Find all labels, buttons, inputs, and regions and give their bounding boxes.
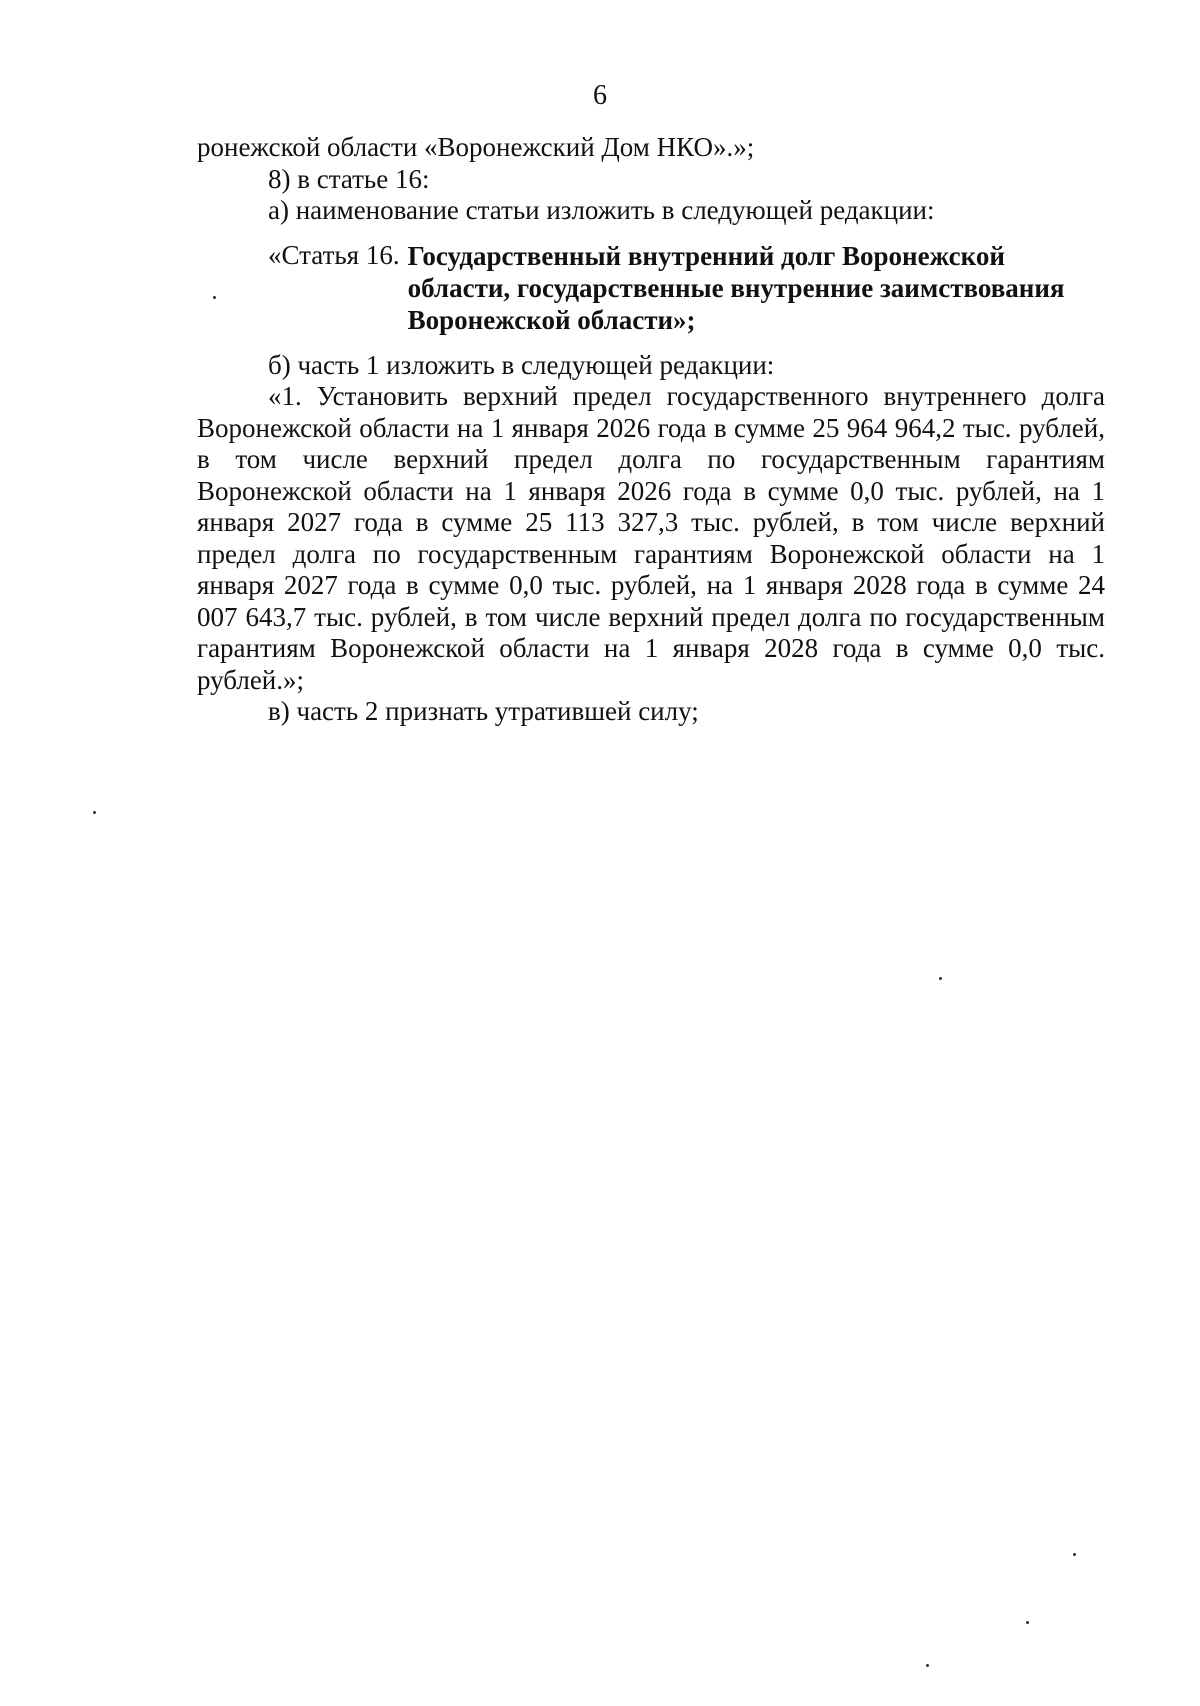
scan-speck <box>1026 1621 1029 1624</box>
continued-paragraph: ронежской области «Воронежский Дом НКО».»; <box>197 132 755 162</box>
amended-text-paragraph: «1. Установить верхний предел государственного внутреннего долга Воронежской области на 1 января 2026 года в сумме 25 964 964,2 тыс. рублей, в том числе верхний предел долга по государственным гарантиям Воронежской области на 1 января 2026 года в сумме 0,0 тыс. рублей, на 1 января 2027 года в сумме 25 113 327,3 тыс. рублей, в том числе верхний предел долга по государственным гарантиям Воронежской области на 1 января 2027 года в сумме 0,0 тыс. рублей, на 1 января 2028 года в сумме 24 007 643,7 тыс. рублей, в том числе верхний предел долга по государственным гарантиям Воронежской области на 1 января 2028 года в сумме 0,0 тыс. рублей.»; <box>197 381 1105 695</box>
sub-item-v: в) часть 2 признать утратившей силу; <box>268 696 699 726</box>
article-number: «Статья 16. <box>268 239 400 270</box>
document-body <box>197 132 1105 728</box>
scan-speck <box>1073 1553 1076 1556</box>
page-number: 6 <box>593 80 607 111</box>
sub-item-b: б) часть 1 изложить в следующей редакции: <box>268 349 775 380</box>
list-item-8: 8) в статье 16: <box>268 163 430 194</box>
scan-speck <box>93 811 96 814</box>
article-title: Государственный внутренний долг Воронежской области, государственные внутренние заимствования Воронежской области»; <box>407 240 1065 335</box>
scan-speck <box>939 977 942 980</box>
scan-speck <box>213 296 216 299</box>
scan-speck <box>926 1664 929 1667</box>
article-heading <box>197 240 1105 336</box>
sub-item-a: а) наименование статьи изложить в следующей редакции: <box>268 195 935 225</box>
